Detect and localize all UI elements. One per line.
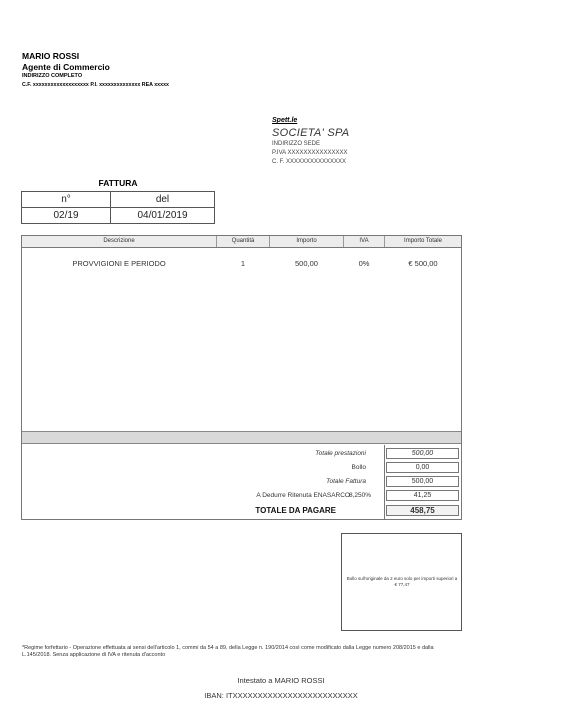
totals-row-ritenuta — [22, 490, 461, 502]
stamp-box — [341, 533, 462, 631]
row-descrizione: PROVVIGIONI E PERIODO — [72, 259, 166, 268]
header-quantita: Quantità — [231, 238, 255, 244]
invoice-number-label: n° — [61, 194, 71, 205]
row-iva: 0% — [358, 259, 370, 268]
totals-row-da-pagare — [22, 505, 461, 517]
regime-note: *Regime forfettario - Operazione effettuata ai sensi dell'articolo 1, commi da 54 a 89, della Legge n. 190/2014 così come modificato dalla Legge numero 208/2015 e dalla L.145/2018. Senza applicazione di IVA e ritenuta d'acconto — [22, 645, 434, 659]
ritenuta-percentage: 8,250% — [349, 492, 372, 499]
totale-fattura-value: 500,00 — [386, 476, 459, 487]
sender-role: Agente di Commercio — [22, 61, 110, 72]
bollo-value: 0,00 — [386, 462, 459, 473]
totale-da-pagare-label: TOTALE DA PAGARE — [255, 506, 336, 515]
header-descrizione: Descrizione — [103, 238, 135, 244]
row-importo: 500,00 — [295, 259, 318, 268]
table-separator-band — [22, 431, 461, 444]
totals-row-fattura — [22, 476, 461, 488]
header-iva: IVA — [359, 238, 369, 244]
recipient-cf: C. F. XXXXXXXXXXXXXXX — [272, 158, 347, 165]
invoice-number-date-box — [21, 191, 215, 224]
table-header — [22, 236, 461, 248]
invoice-title: FATTURA — [98, 178, 138, 188]
items-table — [21, 235, 462, 520]
invoice-number: 02/19 — [53, 210, 79, 221]
sender-block — [22, 51, 169, 89]
invoice-date-label: del — [155, 194, 170, 205]
row-totale: € 500,00 — [408, 259, 438, 268]
totale-prestazioni-value: 500,00 — [386, 448, 459, 459]
bollo-label: Bollo — [351, 464, 366, 471]
sender-ids: C.F. xxxxxxxxxxxxxxxxxxx P.I. xxxxxxxxxxxxxx REA xxxxx — [22, 82, 169, 89]
stamp-box-text: Bollo sull'originale da 2 euro solo per importi superiori a € 77,47 — [346, 576, 458, 588]
totals-row-prestazioni — [22, 448, 461, 460]
recipient-piva: P.IVA XXXXXXXXXXXXXXX — [272, 150, 348, 157]
header-importo: Importo — [296, 238, 317, 244]
recipient-address: INDIRIZZO SEDE — [272, 141, 321, 148]
recipient-greeting: Spett.le — [272, 117, 298, 124]
row-quantita: 1 — [240, 259, 246, 268]
recipient-block — [272, 116, 349, 167]
totals-row-bollo — [22, 462, 461, 474]
totale-da-pagare-value: 458,75 — [386, 505, 459, 516]
iban-line: IBAN: ITXXXXXXXXXXXXXXXXXXXXXXXXX — [204, 691, 358, 700]
totale-prestazioni-label: Totale prestazioni — [315, 450, 366, 457]
recipient-company: SOCIETA' SPA — [272, 127, 350, 140]
ritenuta-value: 41,25 — [386, 490, 459, 501]
sender-address: INDIRIZZO COMPLETO — [22, 73, 83, 80]
sender-name: MARIO ROSSI — [22, 51, 80, 61]
ritenuta-label: A Dedurre Ritenuta ENASARCO — [256, 492, 350, 499]
header-importo-totale: Importo Totale — [404, 238, 442, 244]
totale-fattura-label: Totale Fattura — [326, 478, 366, 485]
intestato-line: Intestato a MARIO ROSSI — [237, 676, 325, 685]
invoice-date: 04/01/2019 — [137, 210, 188, 221]
